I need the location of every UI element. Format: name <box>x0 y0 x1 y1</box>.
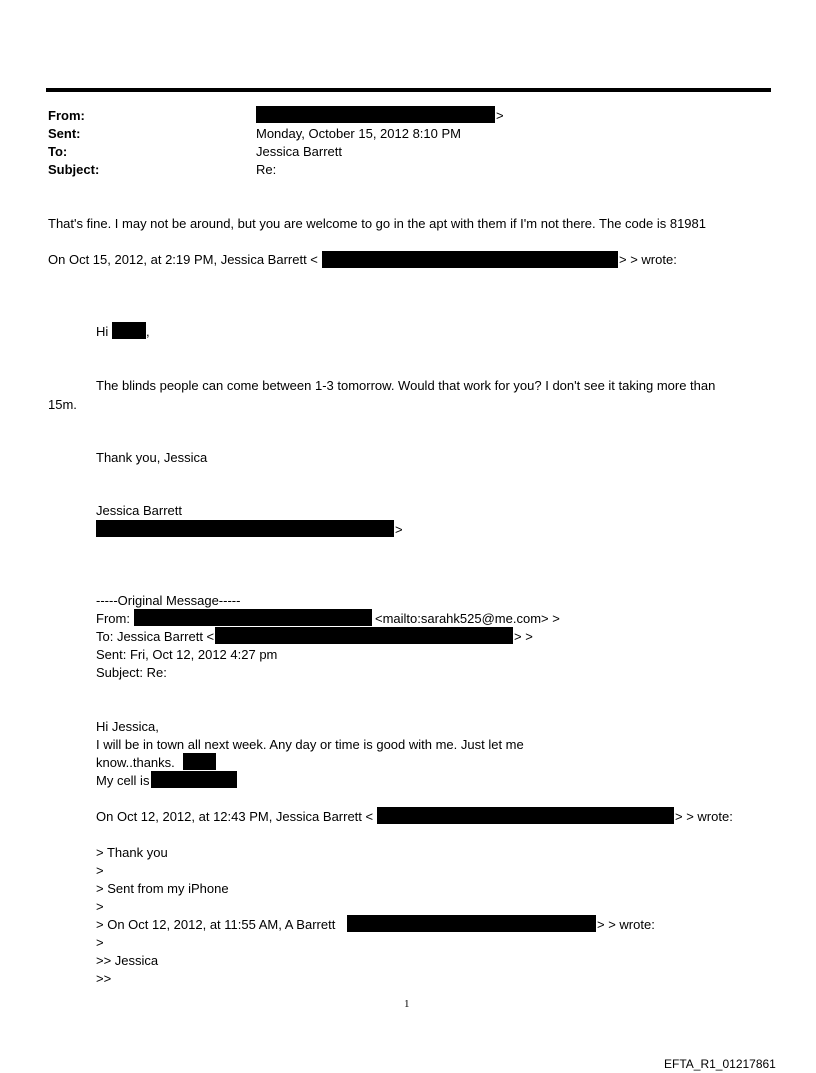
from-suffix: > <box>496 108 504 123</box>
quoted-line-2: > <box>96 863 104 878</box>
orig-subject: Subject: Re: <box>96 665 167 680</box>
quoted-line-4: > <box>96 899 104 914</box>
orig-sent: Sent: Fri, Oct 12, 2012 4:27 pm <box>96 647 278 662</box>
greeting-suffix: , <box>146 324 150 339</box>
redaction-quote1-email <box>322 251 618 268</box>
redaction-orig-from <box>134 609 372 626</box>
from-label: From: <box>48 108 85 123</box>
redaction-greeting-name <box>112 322 146 339</box>
redaction-signature <box>96 520 394 537</box>
quote1-suffix: > > wrote: <box>619 252 677 267</box>
to-value: Jessica Barrett <box>256 144 342 159</box>
orig-to-prefix: To: Jessica Barrett < <box>96 629 215 644</box>
orig-hi: Hi Jessica, <box>96 719 159 734</box>
sent-label: Sent: <box>48 126 81 141</box>
quoted-line-5-prefix: > On Oct 12, 2012, at 11:55 AM, A Barrett <box>96 917 336 932</box>
reply-text: That's fine. I may not be around, but you are welcome to go in the apt with them if I'm not there. The code is 81981 <box>48 216 706 231</box>
quote2-prefix: On Oct 12, 2012, at 12:43 PM, Jessica Barrett < <box>96 809 374 824</box>
subject-value: Re: <box>256 162 277 177</box>
blinds-line1: The blinds people can come between 1-3 tomorrow. Would that work for you? I don't see it taking more than <box>96 378 716 393</box>
redaction-cell-number <box>151 771 237 788</box>
quote1-prefix: On Oct 15, 2012, at 2:19 PM, Jessica Barrett < <box>48 252 318 267</box>
quoted-line-7: >> Jessica <box>96 953 159 968</box>
redaction-orig-signoff <box>183 753 216 770</box>
redaction-from <box>256 106 495 123</box>
subject-label: Subject: <box>48 162 100 177</box>
quoted-line-3: > Sent from my iPhone <box>96 881 229 896</box>
header-rule <box>46 88 771 92</box>
blinds-line2: 15m. <box>48 397 77 412</box>
orig-cell: My cell is <box>96 773 150 788</box>
thanks-line: Thank you, Jessica <box>96 450 208 465</box>
redaction-quote2-email <box>377 807 674 824</box>
redaction-quote3-email <box>347 915 596 932</box>
greeting-prefix: Hi <box>96 324 109 339</box>
signature-name: Jessica Barrett <box>96 503 182 518</box>
quoted-line-8: >> <box>96 971 112 986</box>
original-divider: -----Original Message----- <box>96 593 241 608</box>
signature-suffix: > <box>395 522 403 537</box>
orig-line1: I will be in town all next week. Any day or time is good with me. Just let me <box>96 737 524 752</box>
redaction-orig-to <box>215 627 513 644</box>
document-id: EFTA_R1_01217861 <box>664 1057 776 1071</box>
orig-line2: know..thanks. <box>96 755 175 770</box>
quote2-suffix: > > wrote: <box>675 809 733 824</box>
quoted-line-5-suffix: > > wrote: <box>597 917 655 932</box>
to-label: To: <box>48 144 68 159</box>
quoted-line-1: > Thank you <box>96 845 168 860</box>
orig-from-label: From: <box>96 611 130 626</box>
page-number: 1 <box>404 998 410 1010</box>
sent-value: Monday, October 15, 2012 8:10 PM <box>256 126 461 141</box>
quoted-line-6: > <box>96 935 104 950</box>
orig-to-suffix: > > <box>514 629 533 644</box>
orig-from-suffix: <mailto:sarahk525@me.com> > <box>375 611 560 626</box>
